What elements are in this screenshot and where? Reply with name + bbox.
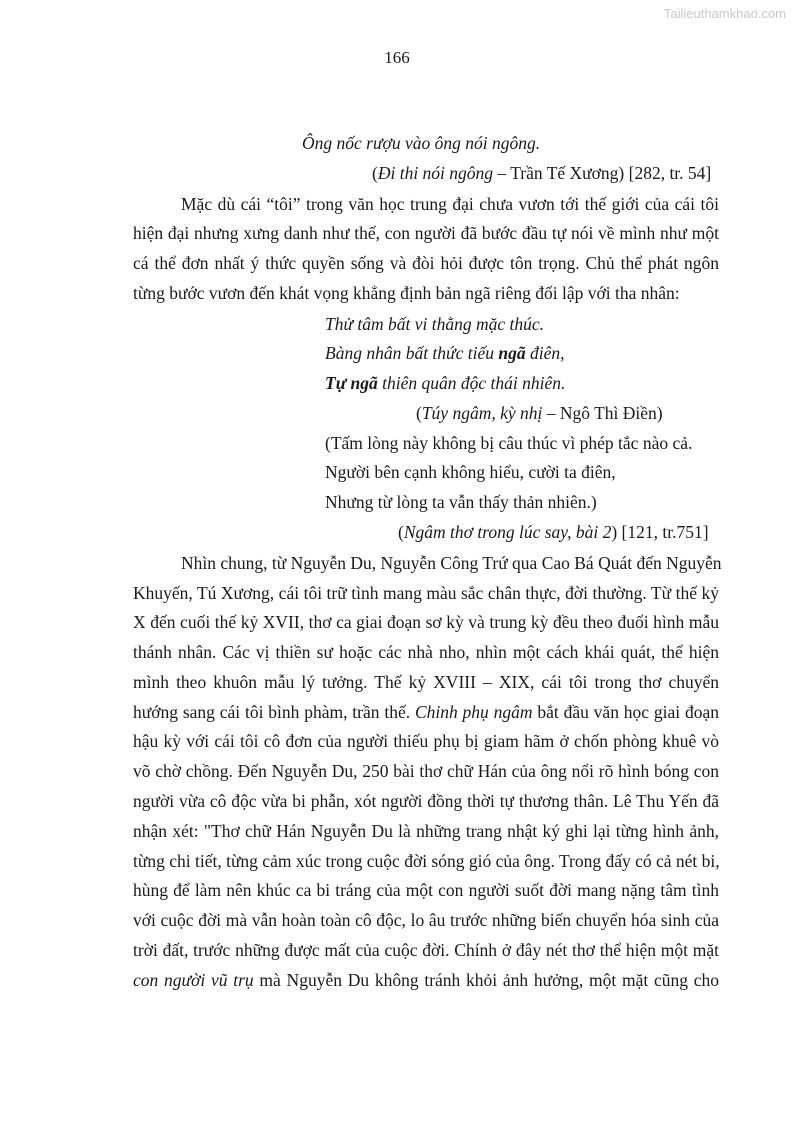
paragraph-line: hướng sang cái tôi bình phàm, trần thế. Chinh phụ ngâm bắt đầu văn học giai đoạn: [133, 702, 719, 722]
paragraph-line: Mặc dù cái “tôi” trong văn học trung đại chưa vươn tới thế giới của cái tôi: [181, 194, 719, 214]
paragraph-line: X đến cuối thế kỷ XVII, thơ ca giai đoạn sơ kỳ và trung kỳ đều theo đuổi hình mẫu: [133, 612, 719, 632]
paragraph-line: cá thể đơn nhất ý thức quyền sống và đòi hỏi được tôn trọng. Chủ thể phát ngôn: [133, 253, 719, 273]
paragraph-line: nhận xét: "Thơ chữ Hán Nguyễn Du là những trang nhật ký ghi lại từng hình ảnh,: [133, 821, 719, 841]
poem-citation: (Túy ngâm, kỳ nhị – Ngô Thì Điền): [416, 403, 663, 423]
paragraph-line: người vừa cô độc vừa bi phẫn, xót người đồng thời tự thương thân. Lê Thu Yến đã: [133, 791, 719, 811]
verse-citation: (Đi thi nói ngông – Trần Tế Xương) [282, tr. 54]: [372, 163, 712, 183]
paragraph-line: với cuộc đời mà vẫn hoàn toàn cô độc, lo âu trước những biến chuyển hóa sinh của: [133, 910, 719, 930]
translation-line: Người bên cạnh không hiểu, cười ta điên,: [325, 462, 616, 482]
watermark: Tailieuthamkhao.com: [663, 6, 786, 21]
paragraph-line: hiện đại nhưng xưng danh như thế, con người đã bước đầu tự nói về mình như một: [133, 223, 719, 243]
paragraph-line: Khuyến, Tú Xương, cái tôi trữ tình mang màu sắc chân thực, đời thường. Từ thế kỷ: [133, 583, 719, 603]
translation-line: (Tấm lòng này không bị câu thúc vì phép tắc nào cả.: [325, 433, 693, 453]
paragraph-line: mình theo khuôn mẫu lý tưởng. Thế kỷ XVIII – XIX, cái tôi trong thơ chuyển: [133, 672, 719, 692]
page-number: 166: [384, 48, 410, 67]
paragraph-line: trời đất, trước những được mất của cuộc đời. Chính ở đây nét thơ thể hiện một mặt: [133, 940, 719, 960]
paragraph-line: con người vũ trụ mà Nguyễn Du không tránh khỏi ảnh hưởng, một mặt cũng cho: [133, 970, 719, 990]
verse-line: Ông nốc rượu vào ông nói ngông.: [302, 133, 541, 153]
poem-line: Tự ngã thiên quân độc thái nhiên.: [325, 373, 566, 393]
translation-line: Nhưng từ lòng ta vẫn thấy thản nhiên.): [325, 492, 597, 512]
paragraph-line: hậu kỳ với cái tôi cô đơn của người thiếu phụ bị giam hãm ở chốn phòng khuê vò: [133, 731, 719, 751]
paragraph-line: từng chi tiết, từng cảm xúc trong cuộc đời sóng gió của ông. Trong đấy có cả nét bi,: [133, 851, 720, 871]
paragraph-line: thánh nhân. Các vị thiền sư hoặc các nhà nho, nhìn một cách khái quát, thể hiện: [133, 642, 719, 662]
poem-line: Thử tâm bất vi thằng mặc thúc.: [325, 314, 545, 334]
paragraph-line: hùng để làm nên khúc ca bi tráng của một con người suốt đời mang nặng tâm tình: [133, 880, 719, 900]
poem-line: Bàng nhân bất thức tiếu ngã điên,: [325, 343, 565, 363]
paragraph-line: từng bước vươn đến khát vọng khẳng định bản ngã riêng đối lập với tha nhân:: [133, 283, 680, 303]
translation-citation: (Ngâm thơ trong lúc say, bài 2) [121, tr.751]: [398, 522, 709, 542]
paragraph-line: võ chờ chồng. Đến Nguyễn Du, 250 bài thơ chữ Hán của ông nổi rõ hình bóng con: [133, 761, 719, 781]
paragraph-line: Nhìn chung, từ Nguyễn Du, Nguyễn Công Trứ qua Cao Bá Quát đến Nguyễn: [181, 553, 722, 573]
